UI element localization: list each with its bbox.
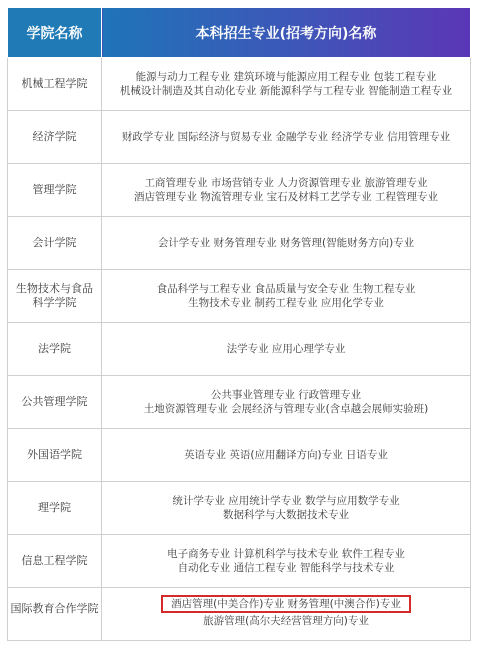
header-college-name: 学院名称 bbox=[8, 8, 102, 58]
majors-cell bbox=[102, 588, 471, 641]
table-row bbox=[8, 482, 471, 535]
majors-table-container bbox=[7, 7, 471, 647]
majors-line: 土地资源管理专业 会展经济与管理专业(含卓越会展师实验班) bbox=[143, 403, 429, 415]
table-row bbox=[8, 323, 471, 376]
majors-cell bbox=[102, 376, 471, 429]
college-cell bbox=[8, 535, 102, 588]
table-row bbox=[8, 111, 471, 164]
table-row bbox=[8, 429, 471, 482]
majors-line: 会计学专业 财务管理专业 财务管理(智能财务方向)专业 bbox=[157, 237, 415, 249]
majors-line: 工商管理专业 市场营销专业 人力资源管理专业 旅游管理专业 bbox=[144, 177, 428, 189]
majors-cell bbox=[102, 111, 471, 164]
college-name: 公共管理学院 bbox=[21, 395, 88, 408]
college-cell bbox=[8, 58, 102, 111]
college-cell bbox=[8, 164, 102, 217]
majors-line: 财政学专业 国际经济与贸易专业 金融学专业 经济学专业 信用管理专业 bbox=[121, 131, 451, 143]
college-name: 法学院 bbox=[38, 342, 71, 355]
majors-table bbox=[7, 7, 471, 641]
college-name: 机械工程学院 bbox=[21, 77, 88, 90]
college-name: 会计学院 bbox=[32, 236, 77, 249]
college-name: 管理学院 bbox=[32, 183, 77, 196]
college-name: 信息工程学院 bbox=[21, 554, 88, 567]
college-cell bbox=[8, 588, 102, 641]
majors-line: 英语专业 英语(应用翻译方向)专业 日语专业 bbox=[184, 449, 388, 461]
college-cell bbox=[8, 217, 102, 270]
college-name: 经济学院 bbox=[32, 130, 77, 143]
college-name: 理学院 bbox=[38, 501, 71, 514]
majors-cell bbox=[102, 217, 471, 270]
college-name: 国际教育合作学院 bbox=[10, 602, 99, 615]
majors-cell bbox=[102, 323, 471, 376]
table-row bbox=[8, 376, 471, 429]
college-name: 生物技术与食品 bbox=[16, 282, 93, 295]
table-row bbox=[8, 164, 471, 217]
majors-cell bbox=[102, 535, 471, 588]
table-row bbox=[8, 217, 471, 270]
college-name: 科学学院 bbox=[32, 296, 77, 309]
majors-line: 旅游管理(高尔夫经营管理方向)专业 bbox=[203, 615, 369, 627]
college-cell bbox=[8, 323, 102, 376]
majors-line: 数据科学与大数据技术专业 bbox=[223, 509, 349, 521]
college-cell bbox=[8, 376, 102, 429]
majors-line: 生物技术专业 制药工程专业 应用化学专业 bbox=[188, 297, 384, 309]
table-row bbox=[8, 270, 471, 323]
table-row bbox=[8, 58, 471, 111]
majors-cell bbox=[102, 164, 471, 217]
majors-line: 酒店管理专业 物流管理专业 宝石及材料工艺学专业 工程管理专业 bbox=[133, 191, 438, 203]
majors-line: 能源与动力工程专业 建筑环境与能源应用工程专业 包装工程专业 bbox=[135, 71, 437, 83]
majors-line: 电子商务专业 计算机科学与技术专业 软件工程专业 bbox=[167, 548, 405, 560]
table-row bbox=[8, 535, 471, 588]
majors-line: 统计学专业 应用统计学专业 数学与应用数学专业 bbox=[172, 495, 400, 507]
table-header-row bbox=[8, 8, 471, 58]
highlighted-majors-line: 酒店管理(中美合作)专业 财务管理(中澳合作)专业 bbox=[161, 595, 411, 613]
college-cell bbox=[8, 482, 102, 535]
table-row bbox=[8, 588, 471, 641]
majors-line: 机械设计制造及其自动化专业 新能源科学与工程专业 智能制造工程专业 bbox=[119, 85, 453, 97]
majors-line: 公共事业管理专业 行政管理专业 bbox=[210, 389, 362, 401]
majors-cell bbox=[102, 58, 471, 111]
college-cell bbox=[8, 111, 102, 164]
header-major-name: 本科招生专业(招考方向)名称 bbox=[102, 8, 471, 58]
majors-line: 法学专业 应用心理学专业 bbox=[226, 343, 346, 355]
majors-line: 食品科学与工程专业 食品质量与安全专业 生物工程专业 bbox=[156, 283, 416, 295]
majors-cell bbox=[102, 429, 471, 482]
majors-line: 自动化专业 通信工程专业 智能科学与技术专业 bbox=[177, 562, 395, 574]
majors-cell bbox=[102, 482, 471, 535]
college-cell bbox=[8, 270, 102, 323]
majors-cell bbox=[102, 270, 471, 323]
college-name: 外国语学院 bbox=[27, 448, 82, 461]
college-cell bbox=[8, 429, 102, 482]
